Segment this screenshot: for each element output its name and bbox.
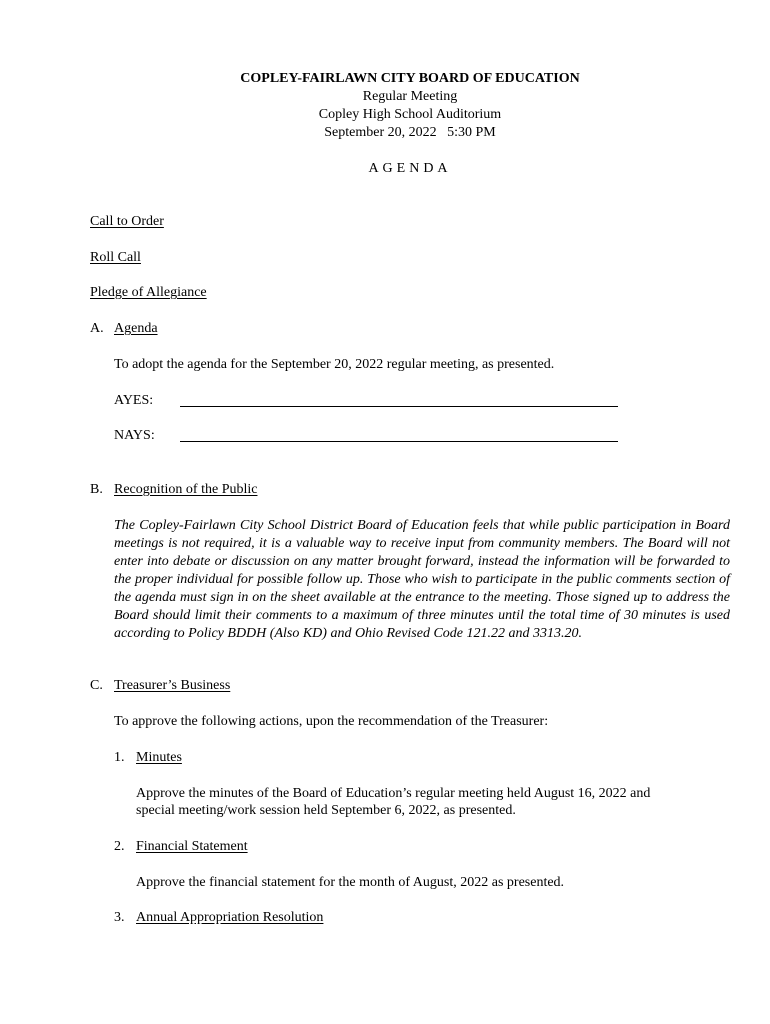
section-a-text: To adopt the agenda for the September 20, 2022 regular meeting, as presented. (114, 357, 555, 372)
item-1-text-line1: Approve the minutes of the Board of Education’s regular meeting held August 16, 2022 and (136, 786, 651, 801)
org-title: COPLEY-FAIRLAWN CITY BOARD OF EDUCATION (240, 71, 580, 86)
item-1-title: Minutes (136, 750, 182, 765)
item-2-title: Financial Statement (136, 839, 248, 854)
section-a-title: Agenda (114, 321, 158, 336)
roll-call: Roll Call (90, 250, 141, 265)
meeting-datetime: September 20, 2022 5:30 PM (324, 125, 496, 140)
item-3-title: Annual Appropriation Resolution (136, 910, 324, 925)
call-to-order: Call to Order (90, 214, 164, 229)
section-c-letter: C. (90, 678, 103, 693)
nays-label: NAYS: (114, 428, 155, 443)
meeting-location: Copley High School Auditorium (318, 107, 502, 122)
item-1-number: 1. (114, 750, 125, 765)
public-participation-statement: The Copley-Fairlawn City School District Board of Education feels that while public participation in Board meetings is not required, it is a valuable way to receive input from community members. The Board will not enter into debate or discussion on any matter brought forward, instead the information will be forwarded to the proper individual for possible follow up. Those who wish to participate in the public comments section of the agenda must sign in on the sheet available at the entrance to the meeting. Those signed up to address the Board should limit their comments to a maximum of three minutes until the total time of 30 minutes is used according to Policy BDDH (Also KD) and Ohio Revised Code 121.22 and 3313.20. (114, 518, 730, 641)
pledge-of-allegiance: Pledge of Allegiance (90, 285, 207, 300)
meeting-type: Regular Meeting (362, 89, 458, 104)
item-2-text: Approve the financial statement for the month of August, 2022 as presented. (136, 875, 565, 890)
ayes-label: AYES: (114, 393, 154, 408)
section-a-letter: A. (90, 321, 104, 336)
item-1-text-line2: special meeting/work session held September 6, 2022, as presented. (136, 803, 516, 818)
item-2-number: 2. (114, 839, 125, 854)
ayes-signature-line (180, 406, 618, 407)
section-c-title: Treasurer’s Business (114, 678, 231, 693)
item-3-number: 3. (114, 910, 125, 925)
section-b-letter: B. (90, 482, 103, 497)
section-b-title: Recognition of the Public (114, 482, 258, 497)
section-c-text: To approve the following actions, upon the recommendation of the Treasurer: (114, 714, 549, 729)
agenda-heading: AGENDA (368, 161, 452, 176)
nays-signature-line (180, 441, 618, 442)
